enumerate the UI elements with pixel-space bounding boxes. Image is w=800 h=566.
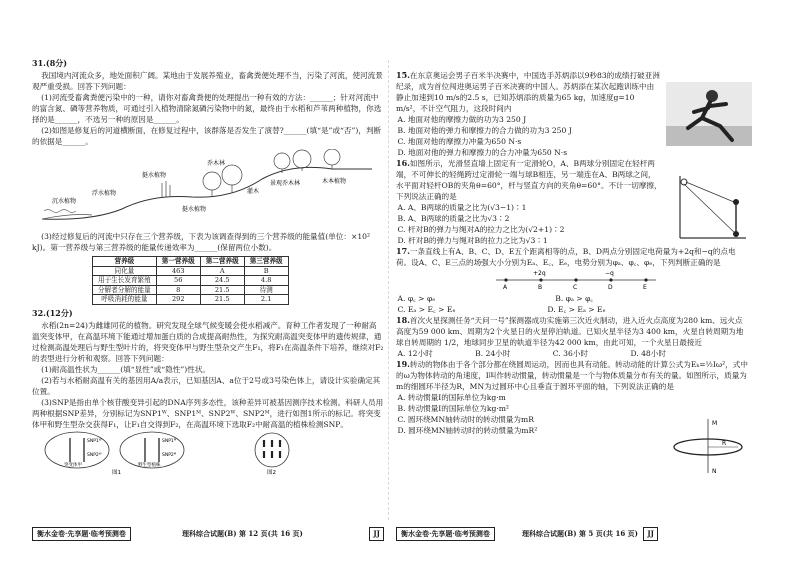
table-row	[93, 266, 289, 276]
q19-option-b: B. 转动惯量I的国际单位为kg·m²	[397, 404, 509, 413]
snp-label: SNP2ᴹ	[162, 452, 177, 458]
footer-code-badge: JJ	[369, 527, 384, 541]
snp-figures	[32, 430, 384, 476]
fig1-name: 野生型植株	[138, 462, 161, 468]
q19-option-a: A. 转动惯量I的国际单位为kg·m	[397, 393, 506, 402]
radius-label: R	[722, 440, 727, 447]
q15-option-b: B. 地面对他的弹力和摩擦力的合力做的功为3 250 J	[397, 126, 572, 135]
axis-label: M	[712, 420, 718, 427]
q32-intro: 水稻(2n=24)为雌雄同花的植物。研究发现全球气候变暖会使水稻减产。育种工作者发现了一种耐高温突变体甲，在高温环境下能通过增加蛋白质的合成提高耐热性，为探究耐高温突变体甲的遗传规律，通过检测高温处理后与野生型叶片的，将突变体甲与野生型杂交产生F₁，将F₁在高温条件下培养，继续对F₂的表型进行分析和观察。回答下列问题：	[32, 320, 384, 363]
q17-block	[396, 246, 748, 315]
q16-stem: 如图所示，光滑竖直墙上固定有一定滑轮O，A、B两球分别固定在轻杆两端，不可伸长的轻绳跨过定滑轮一端与球B相连，另一端连在A、B两球之间，水平面对轻杆OB的夹角θ=60°，杆与竖直方向的夹角θ=60°。不计一切摩擦，下列说法正确的是	[396, 159, 662, 201]
footer-code-badge: JJ	[643, 527, 658, 541]
table-cell: 第三营养级	[244, 257, 288, 267]
footer-brand-badge: 衡水金卷·先享题·临考预测卷	[32, 527, 131, 541]
q31-part1: (1)河流受畜禽粪便污染中的一种，请你对畜禽粪便的处理提出一种有效的方法：______；针对河流中的富含氮、磷等营养物质，可通过引入植物清除氮磷污染物中的氮，最终由于水稻和芦苇两种植物，你选择的是______，不选另一种的原因是______。	[32, 93, 382, 124]
q16-option-d: D. 杆对B的弹力与绳对B的拉力之比为√3∶1	[397, 236, 548, 245]
table-cell: 24.5	[200, 276, 244, 286]
page-divider	[388, 60, 389, 520]
q31-part2: (2)如图是修复后的河道横断面，在修复过程中，该群落是否发生了演替?______(填“是”或“否”)，判断的依据是______。	[32, 126, 382, 146]
left-page	[32, 58, 384, 476]
point-label: B	[538, 284, 543, 290]
q16-option-a: A. A、B两球的质量之比为(√3−1)∶1	[397, 203, 527, 212]
q18-block	[396, 315, 748, 359]
snp-label: SNP2ᵂ	[87, 452, 102, 458]
q17-option-c: C. Eₐ > E꜀ > Eₑ	[397, 305, 456, 314]
point-label: A	[503, 284, 508, 290]
table-cell: 待测	[244, 285, 288, 295]
fig-label: 浮水植物	[92, 190, 117, 197]
q18-option-a: A. 12小时	[397, 349, 433, 358]
point-label: C	[573, 284, 578, 290]
snp-figures-svg	[32, 430, 384, 476]
q17-number: 17.	[396, 246, 410, 256]
q31-number: 31.(8分)	[32, 58, 68, 68]
q17-options-row1	[396, 293, 748, 304]
table-cell: 21.5	[200, 295, 244, 305]
q31-part3: (3)经过修复后的河流中只存在三个营养级，下表为该调查得到的三个营养级的能量值(单位：×10² kJ)。第一营养级与第三营养级的能量传递效率为______(保留两位小数)。	[32, 232, 371, 252]
table-cell: 分解者分解的能量	[93, 285, 157, 295]
q17-stem: 一条直线上有A、B、C、D、E五个距离相等的点，B、D两点分别固定电荷量为+2q和−q的点电荷。设A、C、E三点的场强大小分别为Eₐ、E꜀、Eₑ，电势分别为φₐ、φ꜀、φₑ，下列判断正确的是	[396, 247, 736, 267]
table-cell: 292	[156, 295, 200, 305]
table-row	[93, 285, 289, 295]
q19-number: 19.	[396, 359, 410, 369]
q17-option-a: A. φ꜀ > φₑ	[397, 294, 436, 303]
table-cell: 呼吸消耗的能量	[93, 295, 157, 305]
charge-line-figure	[396, 268, 748, 290]
sprinter-photo	[666, 82, 752, 146]
q17-option-b: B. φₐ > φ꜀	[555, 294, 594, 303]
q15-option-c: C. 地面对他的摩擦力冲量为650 N·s	[397, 137, 522, 146]
q32-number: 32.(12分)	[32, 307, 73, 318]
fig-label: 沉水植物	[52, 198, 77, 205]
axis-label: N	[712, 468, 717, 475]
table-cell: 8	[156, 285, 200, 295]
q32-part1: (1)耐高温性状为______(填“显性”或“隐性”)性状。	[41, 364, 211, 374]
right-footer	[396, 527, 658, 541]
q18-option-b: B. 24小时	[475, 349, 511, 358]
right-page	[396, 70, 748, 475]
table-cell: 2.1	[244, 295, 288, 305]
table-cell: 第二营养级	[200, 257, 244, 267]
q19-option-c: C. 圆环绕MN轴转动时的转动惯量为mR	[397, 415, 534, 424]
table-cell: A	[200, 266, 244, 276]
left-footer	[32, 527, 384, 541]
charge-label: −q	[605, 270, 614, 277]
q19-option-d: D. 圆环绕MN轴转动时的转动惯量为mR²	[397, 426, 538, 435]
table-cell: 用于生长发育繁殖	[93, 276, 157, 286]
q18-option-d: D. 48小时	[630, 349, 666, 358]
energy-table	[92, 256, 289, 305]
q17-options-row2	[396, 304, 748, 315]
q15-stem: 在东京奥运会男子百米半决赛中，中国选手苏炳添以9秒83的成绩打破亚洲纪录，成为首位闯进奥运男子百米决赛的中国人。苏炳添在某次起跑训练中由静止加速到10 m/s的2.5 s，已知苏炳添的质量为65 kg，加速度g=10 m/s²，不计空气阻力，这段时间内	[396, 71, 660, 113]
q32-part2: (2)若与水稻耐高温有关的基因用A/a表示，已知基因A、a位于2号或3号染色体上，请设计实验确定其位置。	[32, 375, 381, 396]
fig-label: 木本植物	[322, 178, 347, 185]
snp-label: SNP1ᵂ	[87, 438, 102, 444]
table-row	[93, 295, 289, 305]
q15-number: 15.	[396, 70, 410, 80]
fig-label: 景观乔木林	[270, 180, 301, 187]
fig-label: 乔木林	[207, 160, 226, 167]
q31-intro: 我国境内河流众多，地处面积广阔。某地由于发展养殖业，畜禽粪便处理不当，污染了河流，使河流景观严重受损。回答下列问题：	[32, 71, 383, 91]
q18-number: 18.	[396, 315, 410, 325]
table-cell: 第一营养级	[156, 257, 200, 267]
charge-label: +2q	[533, 270, 546, 277]
q16-option-b: B. A、B两球的质量之比为√3∶2	[397, 214, 510, 223]
fig1-caption: 图1	[112, 469, 121, 476]
footer-page-number: 理科综合试题(B) 第 5 页(共 16 页)	[522, 529, 638, 538]
table-cell: 21.5	[200, 285, 244, 295]
ring-figure	[668, 417, 748, 475]
q17-option-d: D. E꜀ > Eₐ > Eₑ	[547, 305, 606, 314]
fig1-name: 突变体甲	[64, 462, 82, 468]
table-cell: 同化量	[93, 266, 157, 276]
table-cell: 营养级	[93, 257, 157, 267]
fig2-caption: 图2	[267, 469, 276, 476]
q18-options-row	[396, 348, 748, 359]
fig-label: 挺水植物	[142, 172, 167, 179]
q15-option-d: D. 地面对他的弹力和摩擦力的合力冲量为650 N·s	[397, 148, 568, 157]
table-row	[93, 276, 289, 286]
pulley-figure	[670, 172, 750, 242]
table-cell: 4.8	[244, 276, 288, 286]
q16-block	[396, 158, 748, 246]
table-cell: B	[244, 266, 288, 276]
q15-option-a: A. 地面对他的摩擦力做的功为3 250 J	[397, 115, 527, 124]
footer-brand-badge: 衡水金卷·先享题·临考预测卷	[396, 527, 495, 541]
point-label: D	[608, 284, 613, 290]
snp-label: SNP1ᴹ	[162, 438, 177, 444]
river-cross-section-svg	[32, 149, 384, 229]
q32-part3: (3)SNP是指由单个核苷酸变异引起的DNA序列多态性，该种差异可被基因测序技术检测。科研人员用两种根据SNP差异，分别标记为SNP1ᵂ、SNP1ᴹ、SNP2ᵂ、SNP2ᴹ，进行如图1所示的标记。将突变体甲和野生型杂交获得F₁，让F₁自交得到F₂，在高温环境下选取F₂中耐高温的植株检测SNP。	[32, 397, 384, 429]
footer-page-number: 理科综合试题(B) 第 12 页(共 16 页)	[182, 529, 303, 538]
q16-number: 16.	[396, 158, 410, 168]
q18-option-c: C. 36小时	[552, 349, 589, 358]
point-label: E	[643, 284, 647, 290]
q19-stem: 转动的物体由于各个部分都在绕圆周运动，因而也具有动能。转动动能的计算公式为Eₖ=½Iω²，式中的ω为物体转动的角速度，I叫作转动惯量，转动惯量是一个与物体质量分布有关的量。如图所示，质量为m的细圆环半径为R，MN为过圆环中心且垂直于圆环平面的轴，下列说法正确的是	[396, 360, 748, 391]
q18-stem: 首次火星探测任务“天问一号”探测器成功实施第三次近火制动，进入近火点高度为280 km、远火点高度为59 000 km、周期为2个火星日的火星停泊轨道。已知火星半径为3 400 km，火星自转周期为地球自转周期的 1/2，地球同步卫星的轨道半径为42 000 km，由此可知，一个火星日最接近	[396, 316, 744, 347]
fig-label: 灌木	[247, 188, 260, 195]
q16-option-c: C. 杆对B的弹力与绳对A的拉力之比为(√2+1)∶2	[397, 225, 565, 234]
q15-block	[396, 70, 748, 158]
river-cross-section-figure	[32, 149, 384, 229]
q19-block	[396, 359, 748, 475]
table-cell: 56	[156, 276, 200, 286]
table-cell: 463	[156, 266, 200, 276]
fig-label: 挺水植物	[182, 206, 207, 213]
table-header-row	[93, 257, 289, 267]
